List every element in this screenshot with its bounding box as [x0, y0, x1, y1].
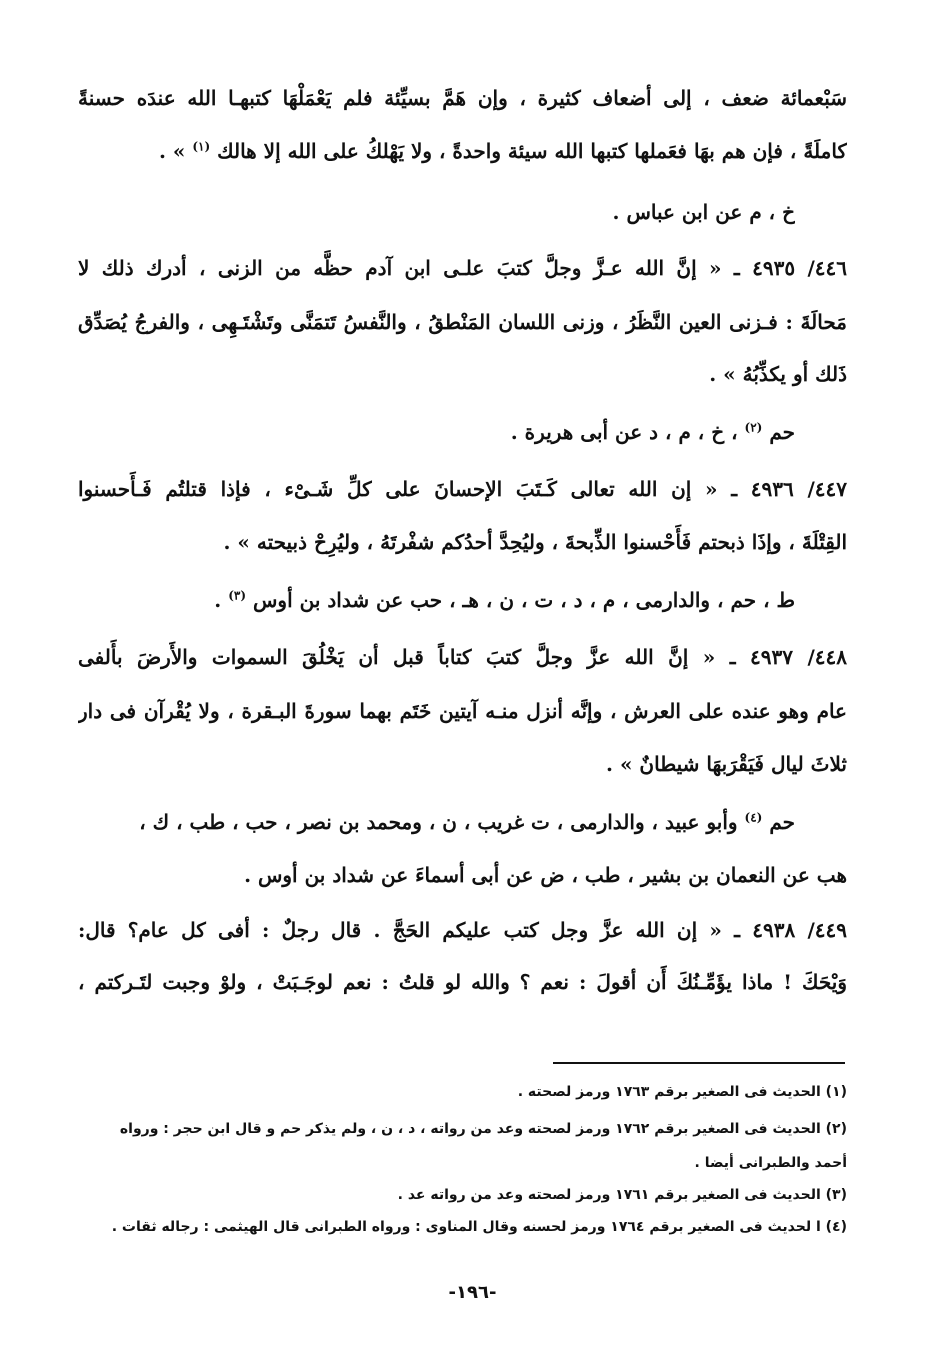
footnote-4: [78, 1214, 847, 1240]
source-line-4b-content: هب عن النعمان بن بشير ، طب ، ض عن أبى أسماءَ عن شداد بن أوس .: [244, 863, 847, 887]
source-line-2-post: ، خ ، م ، د عن أبى هريرة .: [510, 420, 745, 444]
hadith-447-line-2-content: القِتْلَةَ ، وإذَا ذبحتم فَأَحْسنوا الذِّبحةَ ، وليُحِدَّ أحدُكم شفْرتَهُ ، وليُرِحْ ذبيحته » .: [223, 530, 847, 554]
text-line-2: [78, 131, 847, 171]
text-line-2-end: » .: [158, 139, 193, 163]
source-line-3: [78, 580, 795, 620]
source-line-4-pre: حم: [762, 810, 795, 834]
hadith-449-line-2: [78, 962, 847, 1002]
hadith-446-line-3-content: ذَلك أو يكذِّبُهُ » .: [709, 362, 847, 386]
hadith-446-line-2: [78, 302, 847, 342]
hadith-449-line-1: [78, 910, 847, 950]
footnote-ref-1: (١): [192, 139, 211, 154]
hadith-448-line-1-content: ٤٤٨/ ٤٩٣٧ ـ « إنَّ الله عزَّ وجلَّ كتبَ كتاباً قبل أن يَخْلُقَ السموات والأَرضَ بأَلفى: [78, 645, 847, 669]
footnote-2-continued: [78, 1150, 847, 1176]
text-line-2-content: كاملَةً ، فإن هم بهَا فعَملها كتبها الله سيئة واحدةً ، ولا يَهْلكُ على الله إلا هالك: [217, 139, 847, 163]
source-line-4b: [78, 855, 847, 895]
footnote-divider: [553, 1062, 845, 1064]
hadith-446-line-1-content: ٤٤٦/ ٤٩٣٥ ـ « إنَّ الله عـزَّ وجلَّ كتبَ علـى ابن آدم حظَّه من الزنى ، أدرك ذلك لا: [78, 256, 847, 280]
footnote-ref-3: (٣): [228, 588, 247, 603]
source-line-1-content: خ ، م عن ابن عباس .: [612, 200, 795, 224]
hadith-447-line-2: [78, 522, 847, 562]
footnote-2-text: (٢) الحديث فى الصغير برقم ١٧٦٢ ورمز لصحته وعد من رواته ، د ، ن ، ولم يذكر حم و قال ابن حجر : ورواه: [119, 1121, 847, 1137]
source-line-2-pre: حم: [762, 420, 795, 444]
source-line-3-pre: ط ، حم ، والدارمى ، م ، د ، ت ، ن ، هـ ، حب عن شداد بن أوس: [246, 588, 795, 612]
hadith-448-line-1: [78, 637, 847, 677]
source-line-4: [78, 802, 795, 842]
footnote-2: [78, 1116, 847, 1142]
source-line-4-post: وأبو عبيد ، والدارمى ، ت غريب ، ن ، ومحمد بن نصر ، حب ، طب ، ك ،: [139, 810, 745, 834]
hadith-449-line-1-content: ٤٤٩/ ٤٩٣٨ ـ « إن الله عزَّ وجل كتب عليكم الحَجَّ . قال رجلٌ : أفى كل عام؟ قال:: [78, 918, 847, 942]
hadith-448-line-3-content: ثلاثَ ليال فَيَقْرَبهَا شيطانٌ » .: [606, 752, 847, 776]
hadith-446-line-1: [78, 248, 847, 288]
hadith-446-line-2-content: مَحالَةَ : فـزنى العين النَّظَرُ ، وزنى اللسان المَنْطقُ ، والنَّفسُ تَتمَنَّى وتَشْتَـهِى ، والفرجُ يُصَدِّق: [78, 310, 847, 334]
text-line-1: [78, 78, 847, 118]
hadith-446-line-3: [78, 354, 847, 394]
footnote-3-text: (٣) الحديث فى الصغير برقم ١٧٦١ ورمز لصحته وعد من رواته عد .: [397, 1187, 847, 1203]
footnote-ref-4: (٤): [744, 810, 763, 825]
footnote-1-text: (١) الحديث فى الصغير برقم ١٧٦٣ ورمز لصحته .: [517, 1084, 847, 1100]
hadith-447-line-1: [78, 469, 847, 509]
text-line-1-content: سَبْعمائة ضعف ، إلى أضعاف كثيرة ، وإن هَمَّ بسيِّئة فلم يَعْمَلْهَا كتبهـا الله عندَه حسنةً: [78, 86, 847, 110]
source-line-2: [78, 412, 795, 452]
footnote-2-text-continued: أحمد والطبرانى أيضا .: [694, 1155, 847, 1171]
footnote-4-text: (٤) ا لحديث فى الصغير برقم ١٧٦٤ ورمز لحسنه وقال المناوى : ورواه الطبرانى قال الهيثمى : رجاله ثقات .: [111, 1219, 847, 1235]
source-line-3-post: .: [214, 588, 229, 612]
source-line-1: [78, 192, 795, 232]
hadith-448-line-2: [78, 691, 847, 731]
footnote-3: [78, 1182, 847, 1208]
hadith-449-line-2-content: وَيْحَكَ ! ماذا يؤَمِّـنُكَ أَن أقولَ : نعم ؟ والله لو قلتُ : نعم لوجَـبَتْ ، ولوْ وجبت لتَـركتم ،: [78, 970, 847, 994]
hadith-448-line-2-content: عام وهو عنده على العرش ، وإنَّه أنزل منـه آيتين خَتَم بهما سورةَ البـقرة ، ولا يُقْرآن فى دار: [78, 699, 847, 723]
hadith-448-line-3: [78, 744, 847, 784]
page-number: -١٩٦-: [448, 1282, 497, 1303]
footnote-ref-2: (٢): [744, 420, 763, 435]
footnote-1: [78, 1079, 847, 1105]
hadith-447-line-1-content: ٤٤٧/ ٤٩٣٦ ـ « إن الله تعالى كَـتَبَ الإحسانَ على كلِّ شَـىْء ، فإذا قتلتُم فَـأَحسنوا: [78, 477, 847, 501]
